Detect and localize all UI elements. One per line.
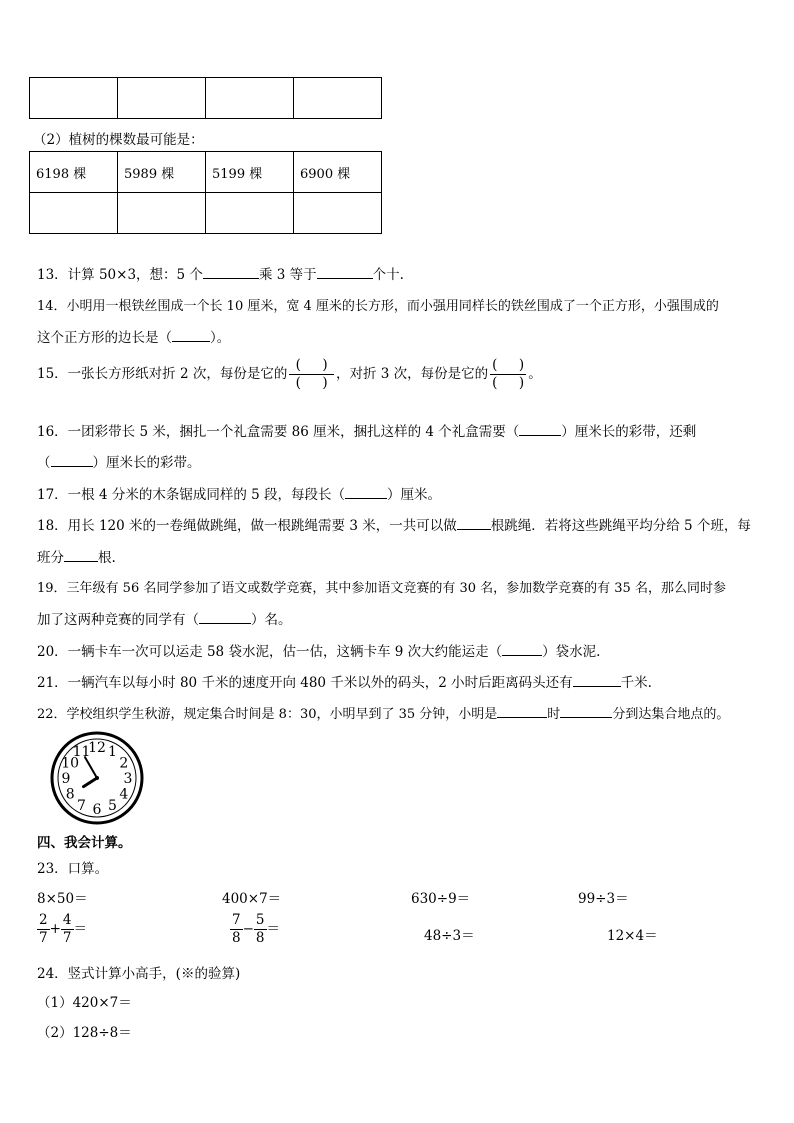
clock-numeral: 9 xyxy=(61,771,71,787)
q16-text-a: 16．一团彩带长 5 米，捆扎一个礼盒需要 86 厘米，捆扎这样的 4 个礼盒需要（ xyxy=(37,424,520,440)
q15-text-a: 15．一张长方形纸对折 2 次，每份是它的 xyxy=(37,366,288,382)
oral-calc-5: 48÷3＝ xyxy=(424,928,475,944)
answer-blank[interactable] xyxy=(317,278,373,279)
oral-calc-3: 630÷9＝ xyxy=(411,891,471,907)
q12-part2-prompt: （2）植树的棵数最可能是： xyxy=(33,132,204,148)
q14-text-b: ）。 xyxy=(210,330,231,346)
option-cell: 5199 棵 xyxy=(206,152,294,193)
q22-text-a: 22．学校组织学生秋游，规定集合时间是 8：30，小明早到了 35 分钟，小明是 xyxy=(37,707,498,722)
option-cell: 6900 棵 xyxy=(294,152,382,193)
q22-text-b: 时 xyxy=(547,707,561,722)
q13-text-b: 乘 3 等于 xyxy=(258,267,317,283)
clock-numeral: 2 xyxy=(119,755,129,772)
q22-text-c: 分到达集合地点的。 xyxy=(612,707,730,722)
question-24-title: 24．竖式计算小高手，(※的验算) xyxy=(37,966,241,982)
table-cell xyxy=(294,78,382,119)
question-19-line1: 19．三年级有 56 名同学参加了语文或数学竞赛，其中参加语文竞赛的有 30 名，参加数学竞赛的有 35 名，那么同时参 xyxy=(37,581,726,596)
clock-numeral: 11 xyxy=(72,744,91,761)
clock-numeral: 8 xyxy=(65,786,75,803)
question-23-title: 23．口算。 xyxy=(37,861,109,877)
question-13 xyxy=(37,263,404,283)
clock-numeral: 1 xyxy=(108,744,117,761)
q13-text-a: 13．计算 50×3，想：5 个 xyxy=(37,267,203,283)
answer-blank[interactable] xyxy=(573,686,621,687)
table-cell xyxy=(30,78,118,119)
q18-text-a: 18．用长 120 米的一卷绳做跳绳，做一根跳绳需要 3 米，一共可以做 xyxy=(37,518,457,534)
question-21 xyxy=(37,671,652,691)
option-cell: 5989 棵 xyxy=(118,152,206,193)
clock-numeral: 7 xyxy=(77,797,86,814)
fraction-calc-2 xyxy=(230,912,280,947)
clock-numeral: 4 xyxy=(119,786,129,803)
vertical-calc-1: （1）420×7＝ xyxy=(37,995,132,1011)
question-22 xyxy=(37,703,729,722)
q18-text-c: 班分 xyxy=(37,550,64,566)
answer-blank[interactable] xyxy=(64,561,98,562)
answer-blank[interactable] xyxy=(457,529,491,530)
equals: ＝ xyxy=(73,921,87,937)
equals: ＝ xyxy=(266,921,280,937)
question-15 xyxy=(37,357,542,392)
question-14-line1: 14．小明用一根铁丝围成一个长 10 厘米，宽 4 厘米的长方形，而小强用同样长的铁丝围成了一个正方形，小强围成的 xyxy=(37,299,719,314)
q16-text-b: ）厘米长的彩带，还剩 xyxy=(561,424,697,440)
answer-blank[interactable] xyxy=(497,717,547,718)
option-cell: 6198 棵 xyxy=(30,152,118,193)
answer-blank[interactable] xyxy=(560,717,612,718)
answer-blank[interactable] xyxy=(51,466,93,467)
q18-text-d: 根. xyxy=(98,550,116,566)
answer-blank[interactable] xyxy=(199,623,251,624)
answer-cell xyxy=(30,193,118,234)
q20-text-a: 20．一辆卡车一次可以运走 58 袋水泥，估一估，这辆卡车 9 次大约能运走（ xyxy=(37,644,503,660)
oral-calc-6: 12×4＝ xyxy=(607,928,658,944)
numerator-blank[interactable]: ( ) xyxy=(492,357,525,373)
answer-blank[interactable] xyxy=(502,655,542,656)
question-16-line1 xyxy=(37,420,696,440)
clock-numeral: 3 xyxy=(123,771,133,787)
operator: + xyxy=(49,921,61,937)
section-4-title: 四、我会计算。 xyxy=(37,835,132,851)
q21-text-a: 21．一辆汽车以每小时 80 千米的速度开向 480 千米以外的码头，2 小时后距离码头还有 xyxy=(37,675,573,691)
question-14-line2 xyxy=(37,326,230,346)
question-16-line2 xyxy=(37,451,201,471)
q15-text-b: ，对折 3 次，每份是它的 xyxy=(335,366,489,382)
table-cell xyxy=(118,78,206,119)
fraction-blank[interactable] xyxy=(490,357,526,392)
q16-text-c: （ xyxy=(37,455,51,471)
clock-center xyxy=(95,776,99,780)
fraction: $\frac{4}{7}$ xyxy=(62,912,72,946)
oral-calc-1: 8×50＝ xyxy=(37,891,88,907)
fraction: $\frac{7}{8}$ xyxy=(232,912,241,946)
fraction: $\frac{2}{7}$ xyxy=(39,912,48,946)
answer-cell xyxy=(206,193,294,234)
answer-cell xyxy=(118,193,206,234)
question-18-line1 xyxy=(37,514,751,534)
question-20 xyxy=(37,640,600,660)
vertical-calc-2: （2）128÷8＝ xyxy=(37,1025,132,1041)
q21-text-b: 千米. xyxy=(620,675,652,691)
denominator-blank[interactable]: ( ) xyxy=(492,375,525,391)
clock-numeral: 5 xyxy=(108,797,117,814)
denominator-blank[interactable]: ( ) xyxy=(295,375,328,391)
q13-text-c: 个十. xyxy=(372,267,404,283)
oral-calc-4: 99÷3＝ xyxy=(578,891,629,907)
oral-calc-2: 400×7＝ xyxy=(222,891,282,907)
clock-illustration xyxy=(47,728,147,828)
fraction-calc-1 xyxy=(37,912,87,947)
answer-cell xyxy=(294,193,382,234)
q18-text-b: 根跳绳．若将这些跳绳平均分给 5 个班，每 xyxy=(490,518,751,534)
question-18-line2 xyxy=(37,546,116,566)
answer-table-1 xyxy=(29,77,382,119)
clock-numeral: 6 xyxy=(92,802,102,818)
fraction-blank[interactable] xyxy=(289,357,334,392)
q17-text-a: 17．一根 4 分米的木条锯成同样的 5 段，每段长（ xyxy=(37,487,346,503)
numerator-blank[interactable]: ( ) xyxy=(289,357,334,375)
question-19-line2 xyxy=(37,608,292,628)
fraction: $\frac{5}{8}$ xyxy=(255,912,265,946)
q15-text-c: 。 xyxy=(528,366,542,382)
question-17 xyxy=(37,483,441,503)
answer-blank[interactable] xyxy=(519,435,561,436)
tree-count-table xyxy=(29,151,382,234)
clock-numeral: 10 xyxy=(61,755,80,772)
q20-text-b: ）袋水泥. xyxy=(542,644,601,660)
q14-text-a: 这个正方形的边长是（ xyxy=(37,330,172,346)
answer-blank[interactable] xyxy=(203,278,259,279)
table-cell xyxy=(206,78,294,119)
answer-blank[interactable] xyxy=(345,498,387,499)
q19-text-a: 加了这两种竞赛的同学有（ xyxy=(37,612,199,628)
q16-text-d: ）厘米长的彩带。 xyxy=(92,455,201,471)
clock-numeral: 12 xyxy=(88,740,106,756)
q19-text-b: ）名。 xyxy=(251,612,292,628)
operator: − xyxy=(242,921,254,937)
answer-blank[interactable] xyxy=(172,341,210,342)
q17-text-b: ）厘米。 xyxy=(387,487,442,503)
